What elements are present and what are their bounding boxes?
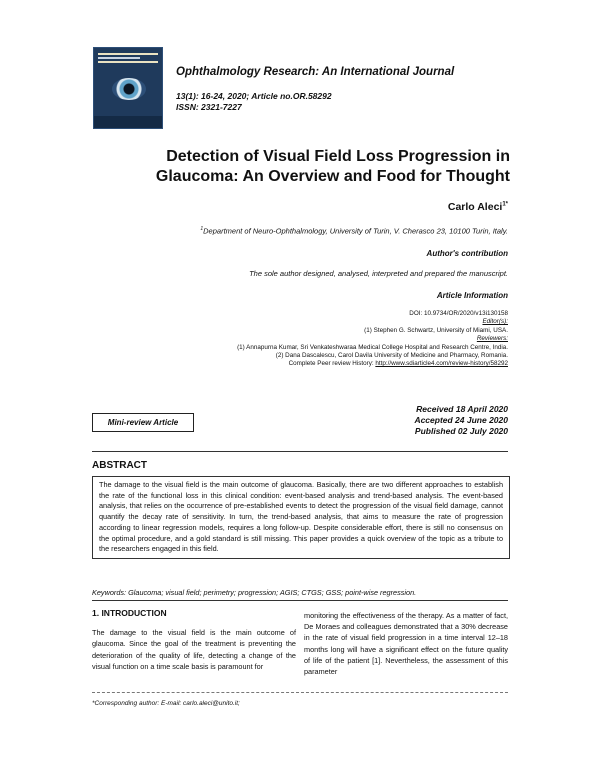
- introduction-text-left: The damage to the visual field is the main outcome of glaucoma. Since the goal of the treatment is preventing the deterioration of the quality of life, detecting a change of the visual function on a time scale basis is paramount for: [92, 628, 296, 671]
- review-history-link[interactable]: http://www.sdiarticle4.com/review-history/58292: [375, 360, 508, 368]
- doi: DOI: 10.9734/OR/2020/v13i130158: [409, 310, 508, 317]
- cover-footer-band: [94, 116, 162, 128]
- journal-meta: [176, 91, 332, 113]
- article-type-badge: Mini-review Article: [92, 413, 194, 432]
- reviewers-label: Reviewers:: [476, 335, 508, 343]
- accepted-date: Accepted 24 June 2020: [414, 415, 508, 425]
- column-right: [304, 610, 508, 677]
- contribution-heading: Author's contribution: [426, 249, 508, 258]
- journal-name: Ophthalmology Research: An International Journal: [176, 66, 455, 78]
- contribution-text: The sole author designed, analysed, interpreted and prepared the manuscript.: [249, 269, 508, 278]
- published-date: Published 02 July 2020: [414, 426, 508, 436]
- article-information: [78, 310, 508, 369]
- review-history-label: Complete Peer review History:: [288, 360, 374, 368]
- article-info-heading: Article Information: [436, 291, 508, 300]
- review-history: [78, 360, 508, 368]
- received-date: Received 18 April 2020: [416, 404, 508, 414]
- reviewer-1: (1) Annapurna Kumar, Sri Venkateshwaraa Medical College Hospital and Research Centre, India.: [237, 343, 508, 351]
- column-left: [92, 608, 296, 672]
- title-line-1: Detection of Visual Field Loss Progression in: [166, 148, 510, 165]
- editor-label: Editor(s):: [482, 318, 508, 326]
- divider-top: [92, 451, 508, 452]
- article-title: [90, 147, 510, 187]
- author-name: [448, 201, 508, 213]
- author-superscript: 1*: [502, 201, 508, 208]
- divider-keywords: [92, 600, 508, 601]
- corresponding-author: *Corresponding author: E-mail: carlo.aleci@unito.it;: [92, 700, 240, 707]
- affiliation-text: Department of Neuro-Ophthalmology, University of Turin, V. Cherasco 23, 10100 Turin, Italy.: [203, 226, 508, 236]
- article-dates: [414, 404, 508, 437]
- title-line-2: Glaucoma: An Overview and Food for Thought: [155, 168, 510, 185]
- volume-line: 13(1): 16-24, 2020; Article no.OR.58292: [176, 91, 332, 101]
- reviewer-2: (2) Dana Dascalescu, Carol Davila University of Medicine and Pharmacy, Romania.: [275, 352, 508, 360]
- introduction-heading: 1. INTRODUCTION: [92, 608, 167, 618]
- eye-graphic: [112, 78, 146, 100]
- introduction-text-right: monitoring the effectiveness of the therapy. As a matter of fact, De Moraes and colleagues demonstrated that a 30% decrease in the rate of visual field progression in a time interval 12–18 months long will have a significant effect on the future quality of life of the patient [1]. Nevertheless, the assessment of this parameter: [304, 611, 508, 677]
- footnote-divider: [92, 692, 508, 693]
- affiliation-superscript: 1: [200, 226, 204, 232]
- abstract-text: The damage to the visual field is the main outcome of glaucoma. Basically, there are two different approaches to establish the rate of the functional loss in this clinical condition: event-based analysis and trend-based analysis. The event-based analysis, that relies on the occurrence of pre-established events to detect the progression of the visual field damage, cannot quantify the decay rate of sensitivity. In turn, the trend-based analysis, that aims to measure the rate of progression according to linear regression models, requires a long follow-up. Despite considerable effort, there is still no consensus on the optimal procedure, and a gold standard is still missing. This paper provides a quick overview of the topic as a tribute to the researchers engaged in this field.: [99, 480, 503, 554]
- journal-cover-image: [93, 47, 163, 129]
- issn-line: ISSN: 2321-7227: [176, 102, 242, 112]
- cover-title-graphic: [98, 53, 158, 67]
- abstract-box: [92, 476, 510, 559]
- author-name-text: Carlo Aleci: [447, 201, 503, 213]
- editor: (1) Stephen G. Schwartz, University of Miami, USA.: [364, 326, 508, 334]
- keywords: Keywords: Glaucoma; visual field; perimetry; progression; AGIS; CTGS; GSS; point-wise regression.: [92, 588, 417, 597]
- abstract-heading: ABSTRACT: [92, 460, 147, 471]
- affiliation: [200, 226, 508, 236]
